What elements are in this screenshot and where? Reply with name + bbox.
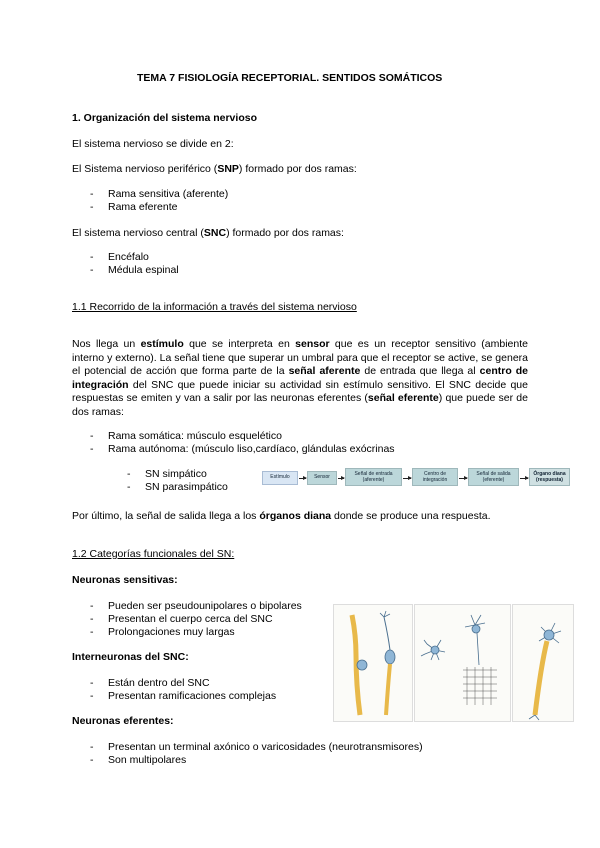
interneurons-illustration: [415, 605, 510, 721]
snc-pre: El sistema nervioso central (: [72, 227, 204, 239]
flow-box-integration: Centro de integración: [412, 468, 458, 486]
efferent-neurons-heading: Neuronas eferentes:: [72, 715, 174, 727]
flow-arrow: [299, 478, 306, 479]
snc-line: [72, 227, 344, 240]
flow-box-afferent: Señal de entrada (aferente): [345, 468, 402, 486]
section-1-2-heading: 1.2 Categorías funcionales del SN:: [72, 548, 235, 560]
document-title: TEMA 7 FISIOLOGÍA RECEPTORIAL. SENTIDOS SOMÁTICOS: [137, 72, 443, 84]
section-1-1-heading: 1.1 Recorrido de la información a través del sistema nervioso: [72, 301, 357, 313]
interneurons-panel: [414, 604, 511, 722]
list-item: Presentan el cuerpo cerca del SNC: [108, 613, 273, 625]
list-item: Son multipolares: [108, 754, 187, 766]
section-1-intro: El sistema nervioso se divide en 2:: [72, 138, 234, 150]
flow-box-stimulus: Estímulo: [262, 471, 298, 485]
list-item: Prolongaciones muy largas: [108, 626, 235, 638]
flow-box-sensor: Sensor: [307, 471, 337, 485]
section-1-1-paragraph: Nos llega un estímulo que se interpreta en sensor que es un receptor sensitivo (ambiente interno y externo). La señal tiene que superar un umbral para que el receptor se active, se genera el potencial de acción que forma parte de la señal aferente de entrada que llega al centro de integración del SNC que puede iniciar su actividad sin estímulo sensitivo. El SNC decide que respuestas se emiten y van a salir por las neuronas eferentes (señal eferente) que puede ser de dos ramas:: [72, 338, 529, 418]
flow-arrow: [520, 478, 528, 479]
efferent-neurons-illustration: [513, 605, 573, 721]
flow-arrow: [459, 478, 467, 479]
list-item: Rama eferente: [108, 201, 178, 213]
snp-post: ) formado por dos ramas:: [238, 163, 357, 175]
sensory-neurons-heading: Neuronas sensitivas:: [72, 574, 178, 586]
snc-post: ) formado por dos ramas:: [226, 227, 344, 239]
sensory-neurons-panel: [333, 604, 413, 722]
list-item: Pueden ser pseudounipolares o bipolares: [108, 600, 302, 612]
list-item: Rama autónoma: (músculo liso,cardíaco, glándulas exócrinas: [108, 443, 395, 455]
list-item: Presentan ramificaciones complejas: [108, 690, 277, 702]
snp-pre: El Sistema nervioso periférico (: [72, 163, 218, 175]
flow-box-target-organ: Órgano diana (respuesta): [529, 468, 570, 486]
efferent-neurons-panel: [512, 604, 574, 722]
list-item: Presentan un terminal axónico o varicosidades (neurotransmisores): [108, 741, 423, 753]
final-sentence: Por último, la señal de salida llega a los órganos diana donde se produce una respuesta.: [72, 510, 491, 522]
list-item: Médula espinal: [108, 264, 179, 276]
flow-arrow: [338, 478, 344, 479]
list-item: Rama somática: músculo esquelético: [108, 430, 282, 442]
interneurons-heading: Interneuronas del SNC:: [72, 651, 189, 663]
list-item: Están dentro del SNC: [108, 677, 210, 689]
list-item: Encéfalo: [108, 251, 149, 263]
list-item: Rama sensitiva (aferente): [108, 188, 229, 200]
flow-box-efferent: Señal de salida (eferente): [468, 468, 519, 486]
sensory-neurons-illustration: [334, 605, 412, 721]
list-item: SN parasimpático: [145, 481, 228, 493]
snc-abbr: SNC: [203, 227, 227, 239]
snp-line: [72, 163, 357, 176]
snp-abbr: SNP: [217, 163, 239, 175]
list-item: SN simpático: [145, 468, 207, 480]
flow-arrow: [403, 478, 411, 479]
section-1-heading: 1. Organización del sistema nervioso: [72, 112, 257, 124]
